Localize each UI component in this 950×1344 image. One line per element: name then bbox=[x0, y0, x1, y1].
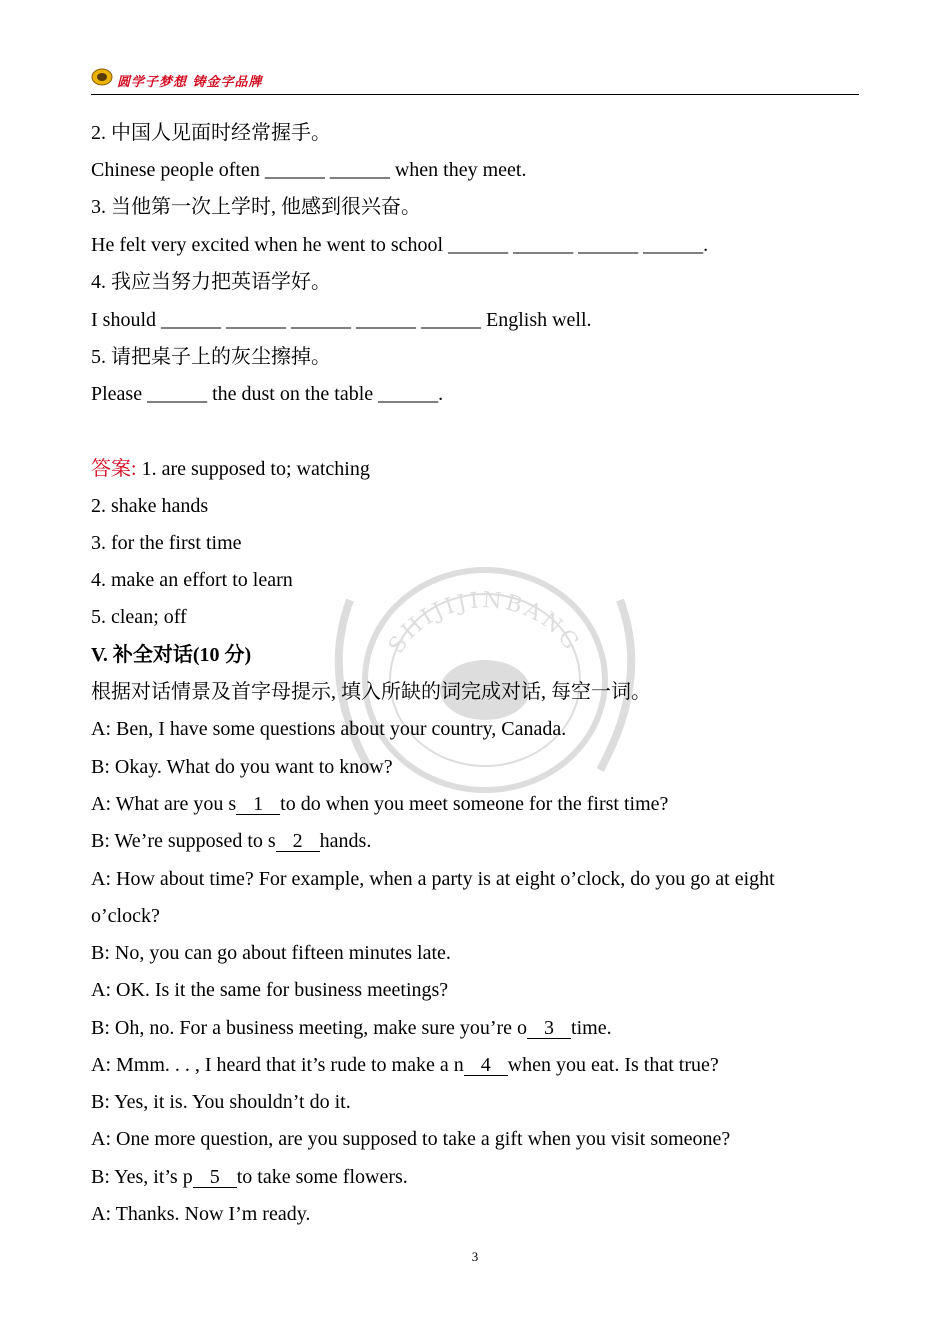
question-3-chinese: 3. 当他第一次上学时, 他感到很兴奋。 bbox=[91, 196, 421, 218]
dialogue-line-10 bbox=[91, 1053, 719, 1077]
dialogue-text: B: Oh, no. For a business meeting, make sure you’re o bbox=[91, 1017, 528, 1039]
dialogue-line-7: B: No, you can go about fifteen minutes late. bbox=[91, 942, 451, 964]
dialogue-text: A: Mmm. . . , I heard that it’s rude to make a n bbox=[91, 1054, 464, 1076]
answer-2: 2. shake hands bbox=[91, 495, 209, 517]
blank-4: 4 bbox=[464, 1055, 508, 1076]
answer-1: 1. are supposed to; watching bbox=[141, 458, 370, 480]
dialogue-line-5: A: How about time? For example, when a party is at eight o’clock, do you go at eight bbox=[91, 868, 775, 890]
dialogue-line-13 bbox=[91, 1165, 408, 1189]
section-5-instruction: 根据对话情景及首字母提示, 填入所缺的词完成对话, 每空一词。 bbox=[91, 681, 651, 703]
question-2-chinese: 2. 中国人见面时经常握手。 bbox=[91, 122, 331, 144]
svg-text:SHIJIJINBANG bbox=[384, 588, 585, 658]
blank-2: 2 bbox=[276, 831, 320, 852]
dialogue-line-3 bbox=[91, 792, 668, 816]
dialogue-text: when you eat. Is that true? bbox=[507, 1054, 719, 1076]
question-4-english: I should ______ ______ ______ ______ ______ English well. bbox=[91, 309, 592, 331]
dialogue-text: to take some flowers. bbox=[236, 1166, 408, 1188]
header-slogan: 圆学子梦想 铸金字品牌 bbox=[117, 75, 263, 90]
dialogue-line-9 bbox=[91, 1016, 612, 1040]
answer-5: 5. clean; off bbox=[91, 606, 187, 628]
dialogue-text: A: What are you s bbox=[91, 793, 237, 815]
blank-5: 5 bbox=[193, 1167, 237, 1188]
dialogue-line-11: B: Yes, it is. You shouldn’t do it. bbox=[91, 1091, 351, 1113]
question-3-english: He felt very excited when he went to school ______ ______ ______ ______. bbox=[91, 234, 709, 256]
dialogue-text: B: Yes, it’s p bbox=[91, 1166, 193, 1188]
dialogue-line-6: o’clock? bbox=[91, 905, 160, 927]
page-header bbox=[91, 66, 859, 95]
dialogue-line-14: A: Thanks. Now I’m ready. bbox=[91, 1203, 311, 1225]
dialogue-line-4 bbox=[91, 829, 371, 853]
question-2-english: Chinese people often ______ ______ when they meet. bbox=[91, 159, 527, 181]
page-number: 3 bbox=[471, 1249, 479, 1264]
answer-3: 3. for the first time bbox=[91, 532, 242, 554]
answer-line-1 bbox=[91, 457, 370, 481]
brand-logo-icon bbox=[91, 68, 113, 86]
blank-3: 3 bbox=[527, 1018, 571, 1039]
dialogue-text: hands. bbox=[319, 830, 372, 852]
dialogue-line-1: A: Ben, I have some questions about your country, Canada. bbox=[91, 718, 567, 740]
question-5-english: Please ______ the dust on the table ______. bbox=[91, 383, 444, 405]
question-5-chinese: 5. 请把桌子上的灰尘擦掉。 bbox=[91, 346, 331, 368]
watermark-text: SHIJIJINBANG bbox=[384, 587, 585, 659]
dialogue-text: to do when you meet someone for the first time? bbox=[280, 793, 669, 815]
answer-4: 4. make an effort to learn bbox=[91, 569, 293, 591]
answer-label: 答案: bbox=[91, 458, 137, 480]
dialogue-line-12: A: One more question, are you supposed to take a gift when you visit someone? bbox=[91, 1128, 731, 1150]
dialogue-line-8: A: OK. Is it the same for business meetings? bbox=[91, 979, 449, 1001]
question-4-chinese: 4. 我应当努力把英语学好。 bbox=[91, 271, 331, 293]
blank-1: 1 bbox=[236, 794, 280, 815]
dialogue-text: B: We’re supposed to s bbox=[91, 830, 276, 852]
dialogue-text: time. bbox=[571, 1017, 612, 1039]
dialogue-line-2: B: Okay. What do you want to know? bbox=[91, 756, 393, 778]
section-5-heading: V. 补全对话(10 分) bbox=[91, 644, 252, 666]
